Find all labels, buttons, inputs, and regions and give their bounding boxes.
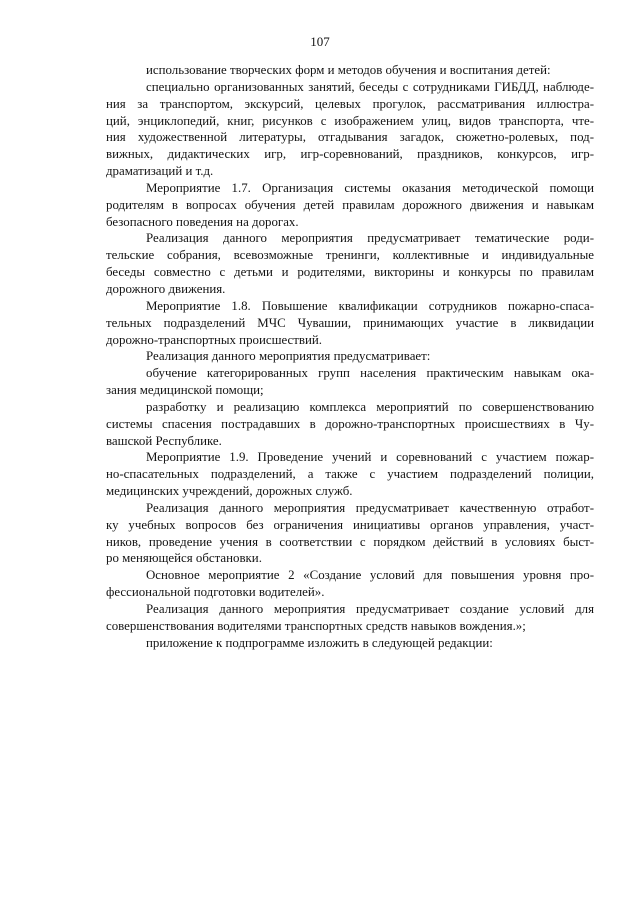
text-line: Реализация данного мероприятия предусматривает качественную отработ-: [146, 500, 594, 515]
text-line: Мероприятие 1.7. Организация системы оказания методической помощи: [146, 180, 594, 195]
text-line: совершенствования водителями транспортных средств навыков вождения.»;: [106, 618, 526, 633]
paragraph: [106, 230, 594, 297]
text-line: специально организованных занятий, беседы с сотрудниками ГИБДД, наблюде-: [146, 79, 594, 94]
text-line: обучение категорированных групп населения практическим навыкам ока-: [146, 366, 594, 381]
text-line: беседы совместно с детьми и родителями, викторины и конкурсы по правилам: [106, 265, 594, 280]
text-line: дорожного движения.: [106, 281, 226, 296]
text-line: ций, энциклопедий, книг, рисунков с изображением улиц, видов транспорта, чте-: [106, 113, 594, 128]
text-line: приложение к подпрограмме изложить в следующей редакции:: [146, 635, 493, 650]
text-line: вашской Республике.: [106, 433, 222, 448]
paragraph: [106, 180, 594, 231]
text-line: тельские собрания, всевозможные тренинги, коллективные и индивидуальные: [106, 248, 594, 263]
text-line: ников, проведение учения в соответствии с порядком действий в условиях быст-: [106, 534, 594, 549]
text-line: ро меняющейся обстановки.: [106, 551, 262, 566]
paragraph: [106, 399, 594, 450]
text-line: Мероприятие 1.8. Повышение квалификации сотрудников пожарно-спаса-: [146, 298, 594, 313]
paragraph: [106, 365, 594, 399]
page-number: 107: [310, 34, 330, 49]
paragraph: [106, 500, 594, 567]
paragraph: [106, 298, 594, 349]
text-line: Основное мероприятие 2 «Создание условий для повышения уровня про-: [146, 568, 594, 583]
text-line: использование творческих форм и методов обучения и воспитания детей:: [146, 63, 551, 77]
text-line: безопасного поведения на дорогах.: [106, 214, 299, 229]
text-line: разработку и реализацию комплекса мероприятий по совершенствованию: [146, 399, 594, 414]
paragraph: [106, 348, 594, 365]
text-line: вижных, дидактических игр, игр-соревнований, праздников, конкурсов, игр-: [106, 147, 594, 162]
text-line: Реализация данного мероприятия предусматривает тематические роди-: [146, 231, 594, 246]
text-line: фессиональной подготовки водителей».: [106, 585, 325, 600]
text-line: медицинских учреждений, дорожных служб.: [106, 484, 353, 499]
text-line: но-спасательных подразделений, а также с участием подразделений полиции,: [106, 467, 594, 482]
paragraph: [106, 601, 594, 635]
paragraph: [106, 567, 594, 601]
text-line: Реализация данного мероприятия предусматривает создание условий для: [146, 602, 594, 616]
body-text: [106, 62, 594, 652]
text-line: зания медицинской помощи;: [106, 383, 264, 398]
text-line: системы спасения пострадавших в дорожно-транспортных происшествиях в Чу-: [106, 416, 594, 431]
text-line: Реализация данного мероприятия предусматривает:: [146, 349, 431, 364]
text-line: ния художественной литературы, отгадывания загадок, сюжетно-ролевых, под-: [106, 130, 594, 145]
paragraph: [106, 635, 594, 652]
text-line: ку учебных вопросов без ограничения инициативы органов управления, участ-: [106, 517, 594, 532]
text-line: родителям в вопросах обучения детей правилам дорожного движения и навыкам: [106, 197, 594, 212]
paragraph: [106, 79, 594, 180]
text-line: тельных подразделений МЧС Чувашии, принимающих участие в ликвидации: [106, 315, 594, 330]
text-line: драматизаций и т.д.: [106, 164, 214, 179]
paragraph: [106, 449, 594, 500]
paragraph: [106, 62, 594, 79]
text-line: ния за транспортом, экскурсий, целевых прогулок, рассматривания иллюстра-: [106, 96, 594, 111]
text-line: дорожно-транспортных происшествий.: [106, 332, 323, 347]
text-line: Мероприятие 1.9. Проведение учений и соревнований с участием пожар-: [146, 450, 594, 465]
